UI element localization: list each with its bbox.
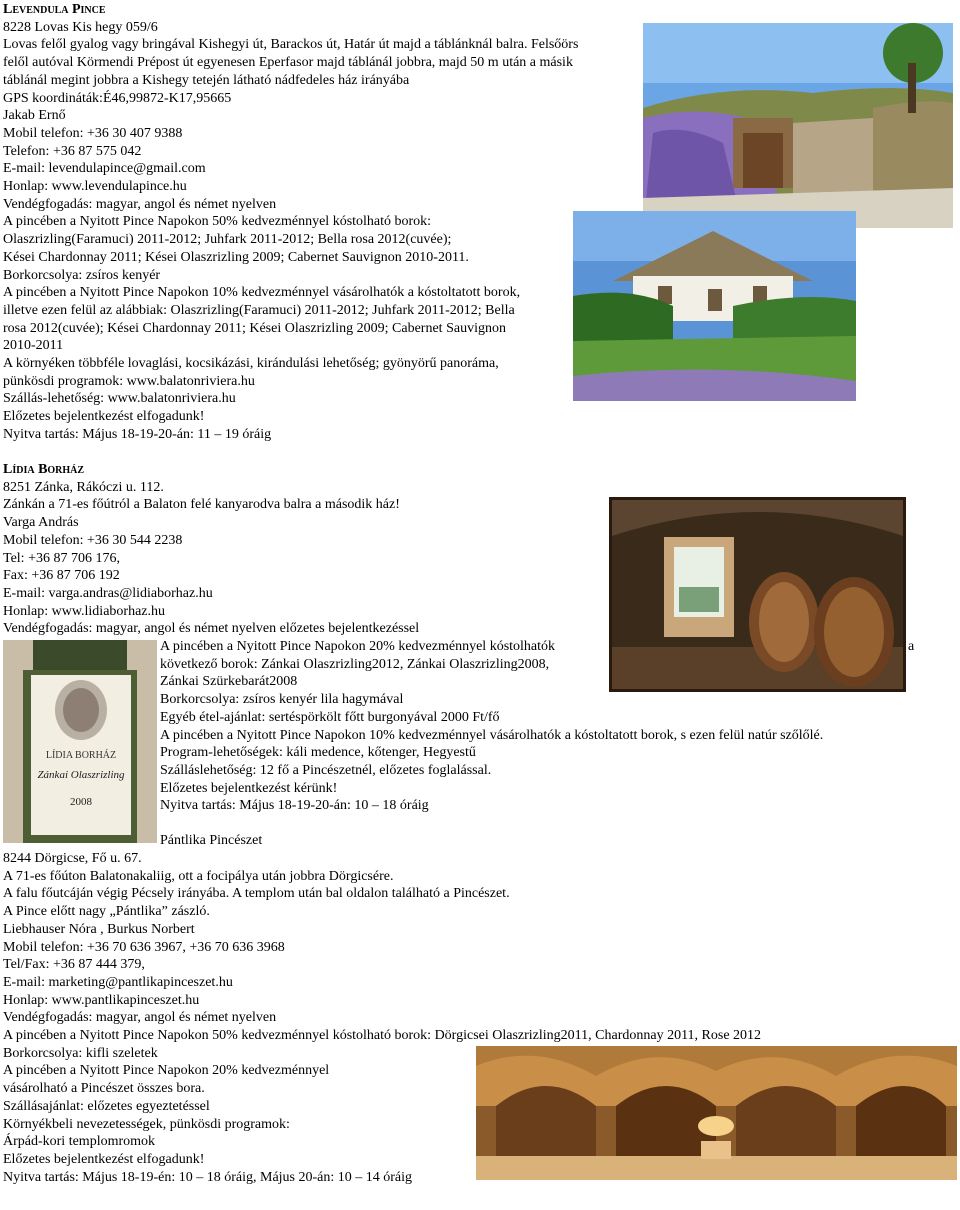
text-line: Borkorcsolya: kifli szeletek (3, 1045, 158, 1061)
text-line: pünkösdi programok: www.balatonriviera.hu (3, 373, 255, 389)
text-line: Mobil telefon: +36 30 407 9388 (3, 125, 183, 141)
text-line: Varga András (3, 515, 79, 531)
text-line: A falu főutcáján végig Pécsely irányába. A templom után bal oldalon található a Pincészet. (3, 886, 510, 902)
text-line: Szállásajánlat: előzetes egyeztetéssel (3, 1098, 210, 1114)
text-line: Vendégfogadás: magyar, angol és német nyelven (3, 1010, 277, 1026)
text-line: Program-lehetőségek: káli medence, kőtenger, Hegyestű (160, 745, 476, 761)
wine-bottle-photo (3, 640, 157, 843)
text-line: Vendégfogadás: magyar, angol és német nyelven (3, 196, 277, 212)
text-line: Szálláslehetőség: 12 fő a Pincészetnél, előzetes foglalással. (160, 762, 492, 778)
text-line: Telefon: +36 87 575 042 (3, 143, 142, 159)
text-line: 2010-2011 (3, 338, 64, 354)
text-line: Olaszrizling(Faramuci) 2011-2012; Juhfark 2011-2012; Bella rosa 2012(cuvée); (3, 232, 452, 248)
text-line: E-mail: varga.andras@lidiaborhaz.hu (3, 585, 213, 601)
text-line: Honlap: www.lidiaborhaz.hu (3, 603, 165, 619)
text-line: 8244 Dörgicse, Fő u. 67. (3, 851, 142, 866)
text-line: Jakab Ernő (3, 108, 66, 124)
text-line: Mobil telefon: +36 70 636 3967, +36 70 636 3968 (3, 939, 285, 955)
text-line: Zánkán a 71-es főútról a Balaton felé kanyarodva balra a második ház! (3, 497, 400, 513)
section-title: Levendula Pince (3, 2, 106, 17)
text-line: E-mail: levendulapince@gmail.com (3, 161, 206, 177)
text-line: Honlap: www.pantlikapinceszet.hu (3, 992, 200, 1008)
text-line: illetve ezen felül az alábbiak: Olaszrizling(Faramuci) 2011-2012; Juhfark 2011-2012; Bella (3, 302, 515, 318)
text-line: A környéken többféle lovaglási, kocsikázási, kirándulási lehetőség; gyönyörű panoráma, (3, 356, 499, 372)
text-line: A pincében a Nyitott Pince Napokon 50% kedvezménnyel kóstolható borok: Dörgicsei Olaszrizling2011, Chardonnay 2011, Rose 2012 (3, 1028, 762, 1044)
text-line: Szállás-lehetőség: www.balatonriviera.hu (3, 391, 236, 407)
text-line: Mobil telefon: +36 30 544 2238 (3, 532, 183, 548)
text-line: Tel: +36 87 706 176, (3, 550, 120, 566)
section-body (3, 479, 603, 638)
text-line: Lovas felől gyalog vagy bringával Kishegyi út, Barackos út, Határ út majd a táblánknál balra. Felsőörs (3, 37, 579, 53)
section-lidia (3, 461, 603, 638)
text-line: A pincében a Nyitott Pince Napokon 20% kedvezménnyel kóstolhatók (160, 639, 556, 654)
text-line: Előzetes bejelentkezést kérünk! (160, 780, 338, 796)
bottle-wine: Zánkai Olaszrizling (37, 769, 125, 781)
text-line: A pincében a Nyitott Pince Napokon 50% kedvezménnyel kóstolható borok: (3, 214, 432, 230)
text-line: Előzetes bejelentkezést elfogadunk! (3, 1151, 205, 1167)
text-line: Kései Chardonnay 2011; Kései Olaszrizling 2009; Cabernet Sauvignon 2010-2011. (3, 249, 469, 265)
text-line: GPS koordináták:É46,99872-K17,95665 (3, 90, 232, 106)
thatched-house-photo (573, 211, 856, 401)
text-line: 8228 Lovas Kis hegy 059/6 (3, 19, 158, 35)
cellar-door-photo (643, 23, 953, 228)
text-line: A 71-es főúton Balatonakaliig, ott a focipálya után jobbra Dörgicsére. (3, 868, 394, 884)
text-line: Honlap: www.levendulapince.hu (3, 179, 187, 195)
text-line: Zánkai Szürkebarát2008 (160, 674, 298, 690)
trailing-text: a (908, 639, 915, 654)
text-line: Környékbeli nevezetességek, pünkösdi programok: (3, 1116, 290, 1132)
text-line: Nyitva tartás: Május 18-19-20-án: 11 – 19 óráig (3, 426, 272, 442)
section-levendula (3, 1, 643, 444)
text-line: Árpád-kori templomromok (3, 1134, 156, 1150)
section-title: Lídia Borház (3, 462, 85, 477)
text-line: 8251 Zánka, Rákóczi u. 112. (3, 479, 164, 495)
text-line: következő borok: Zánkai Olaszrizling2012, Zánkai Olaszrizling2008, (160, 656, 550, 672)
text-line: Vendégfogadás: magyar, angol és német nyelven előzetes bejelentkezéssel (3, 621, 420, 637)
text-line: Borkorcsolya: zsíros kenyér lila hagymával (160, 692, 404, 708)
text-line: Nyitva tartás: Május 18-19-én: 10 – 18 óráig, Május 20-án: 10 – 14 óráig (3, 1169, 413, 1185)
section-title-pantlika: Pántlika Pincészet (160, 833, 263, 848)
text-line: A pincében a Nyitott Pince Napokon 10% kedvezménnyel vásárolhatók a kóstoltatott borok, (3, 285, 521, 301)
text-line: Fax: +36 87 706 192 (3, 568, 120, 584)
text-line: Tel/Fax: +36 87 444 379, (3, 957, 145, 973)
text-line: felől autóval Körmendi Prépost út egyenesen Eperfasor majd táblánál jobbra, majd 50 m után a másik (3, 55, 573, 71)
section-body (3, 19, 643, 444)
vaulted-cellar-photo (476, 1046, 957, 1180)
text-line: rosa 2012(cuvée); Kései Chardonnay 2011; Kései Olaszrizling 2009; Cabernet Sauvignon (3, 320, 506, 336)
text-line: E-mail: marketing@pantlikapinceszet.hu (3, 974, 233, 990)
text-line: Borkorcsolya: zsíros kenyér (3, 267, 161, 283)
text-line: Liebhauser Nóra , Burkus Norbert (3, 921, 195, 937)
text-line: vásárolható a Pincészet összes bora. (3, 1081, 205, 1097)
text-line: táblánál megint jobbra a Kishegy tetején látható nádfedeles ház irányába (3, 72, 410, 88)
text-line: Nyitva tartás: Május 18-19-20-án: 10 – 18 óráig (160, 798, 429, 814)
barrel-cellar-painting (609, 497, 906, 692)
bottle-year: 2008 (70, 796, 92, 808)
text-line: Egyéb étel-ajánlat: sertéspörkölt főtt burgonyával 2000 Ft/fő (160, 709, 500, 725)
bottle-brand: LÍDIA BORHÁZ (45, 750, 117, 761)
text-line: A Pince előtt nagy „Pántlika” zászló. (3, 904, 210, 920)
text-line: A pincében a Nyitott Pince Napokon 20% kedvezménnyel (3, 1063, 330, 1079)
text-line: A pincében a Nyitott Pince Napokon 10% kedvezménnyel vásárolhatók a kóstoltatott borok, s ezen felül natúr szőlőlé. (160, 727, 824, 743)
text-line: Előzetes bejelentkezést elfogadunk! (3, 409, 205, 425)
